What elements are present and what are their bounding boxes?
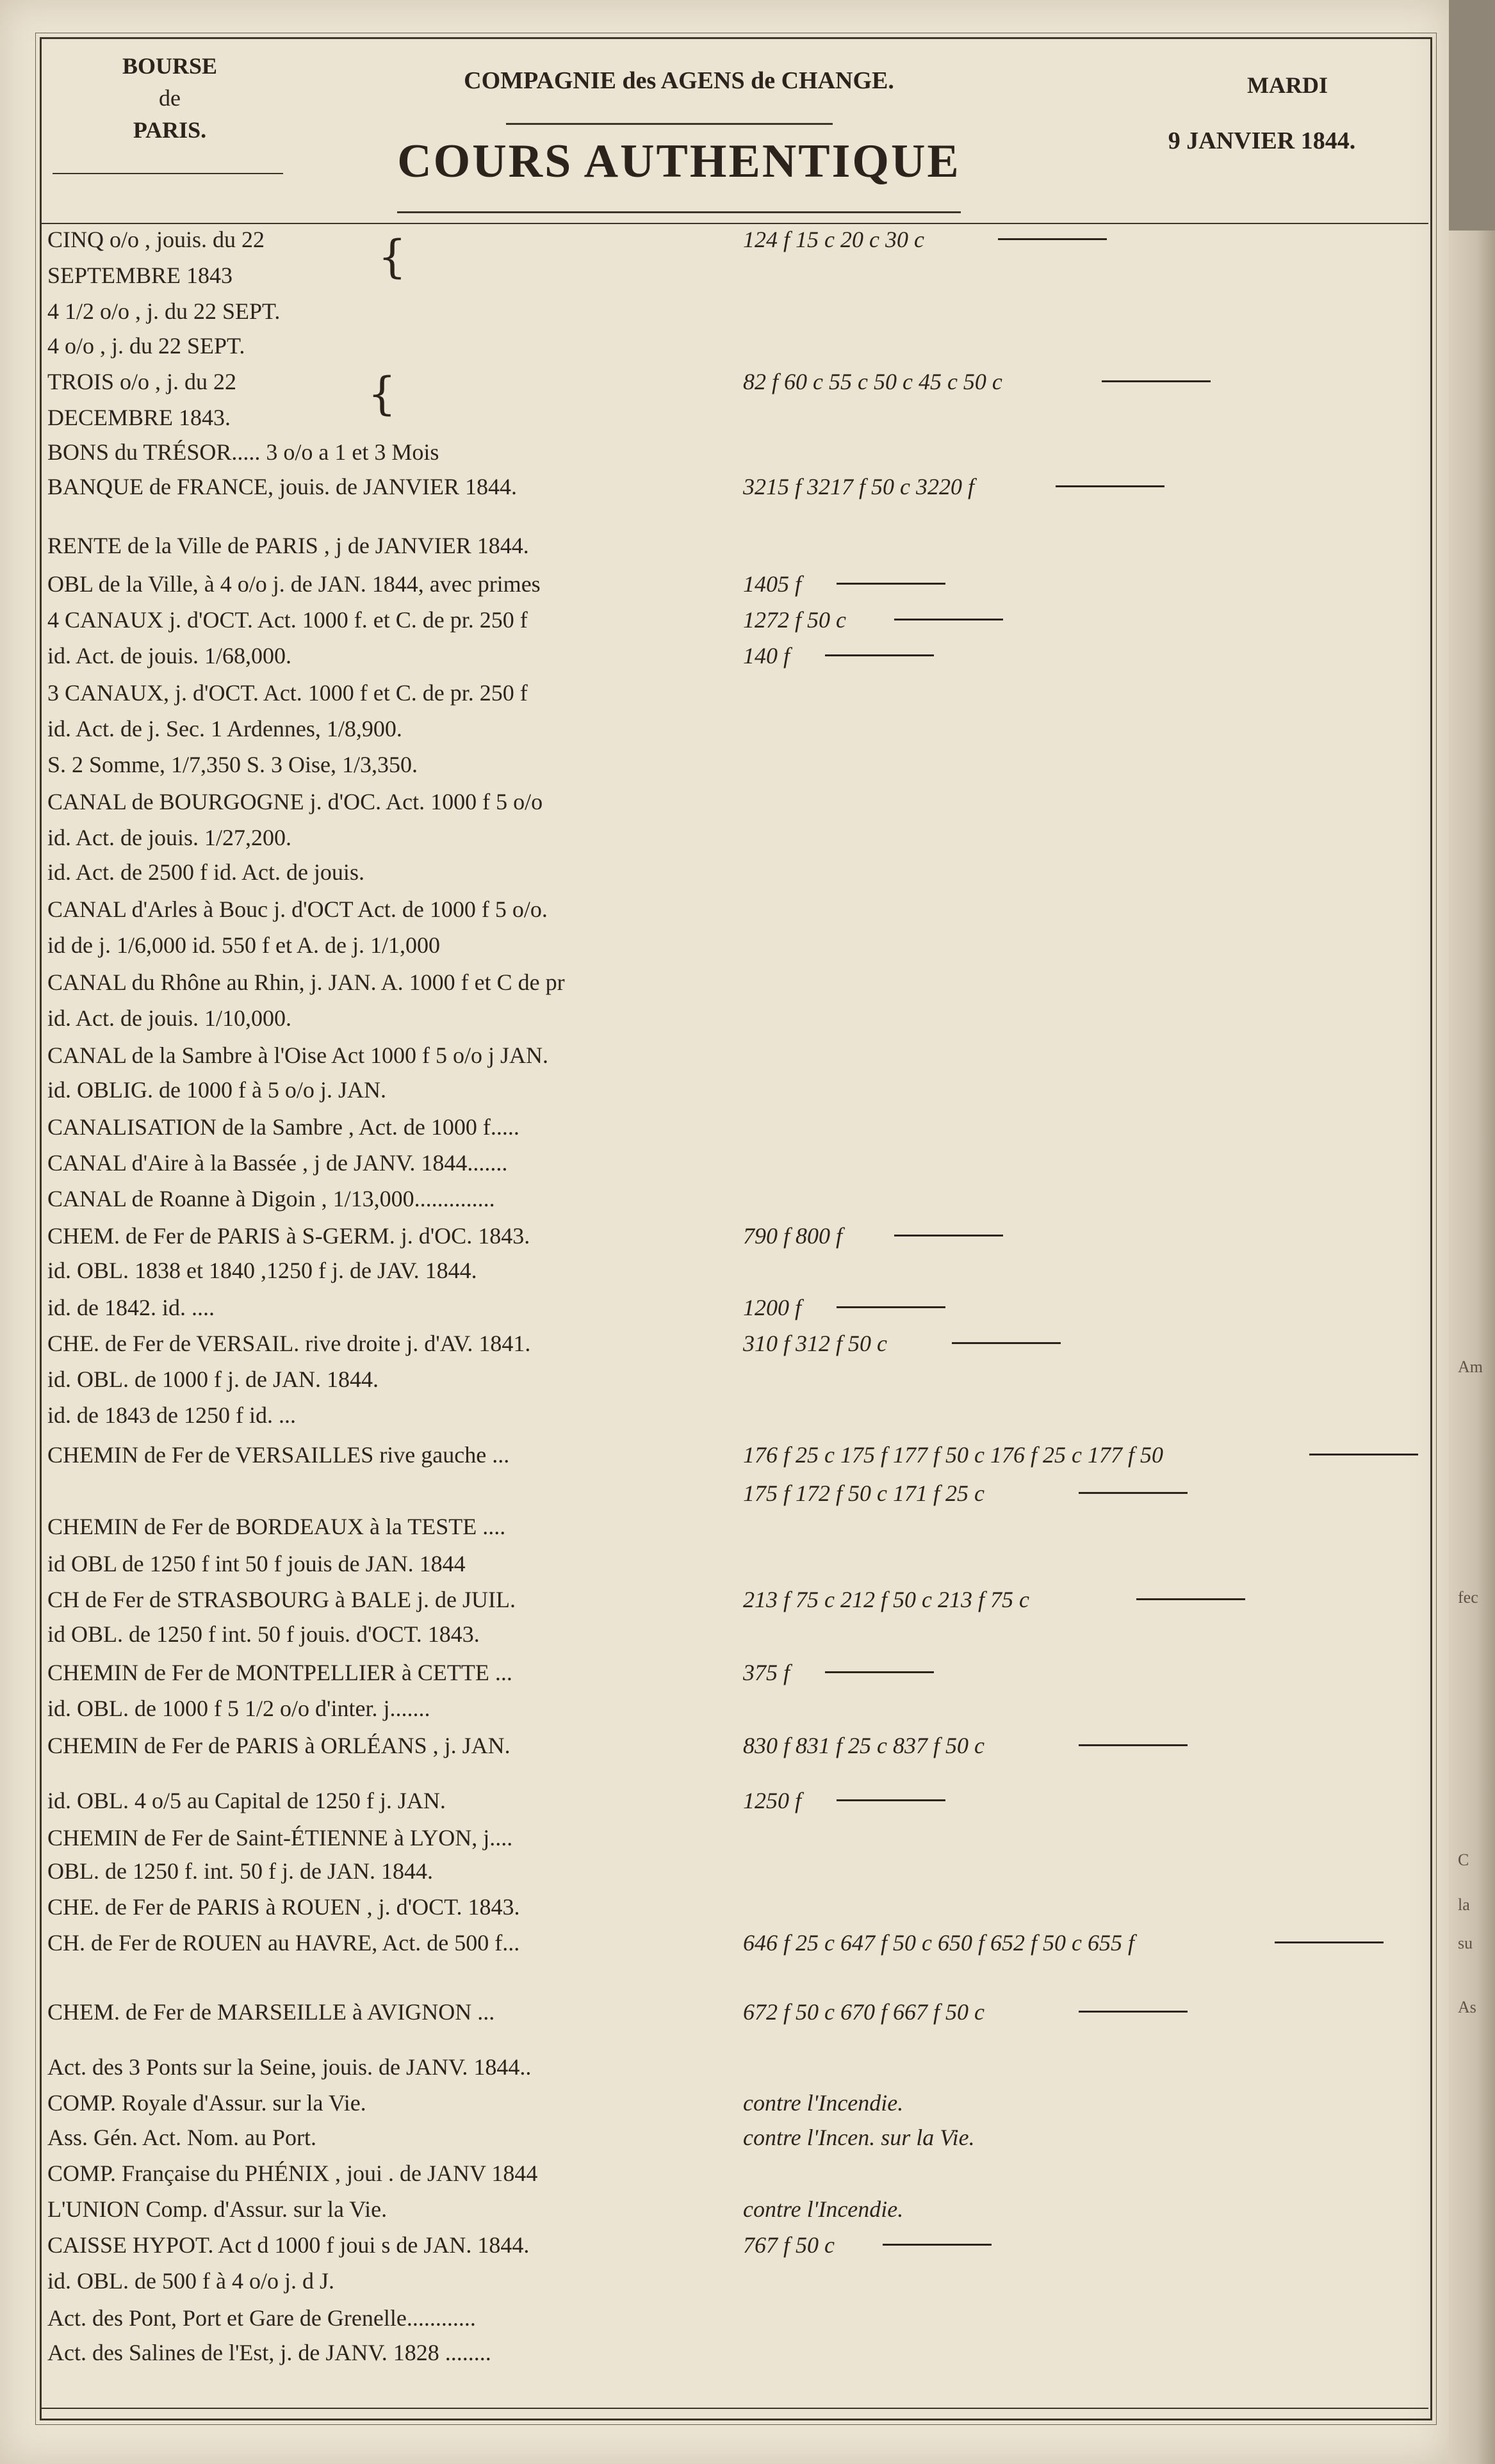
quote-end-rule xyxy=(825,654,934,656)
footer-separator xyxy=(40,2408,1428,2409)
company-name: COMPAGNIE des AGENS de CHANGE. xyxy=(464,67,894,94)
security-name: CH. de Fer de ROUEN au HAVRE, Act. de 500 f... xyxy=(47,1930,520,1956)
page-title: COURS AUTHENTIQUE xyxy=(397,135,961,188)
quote-end-rule xyxy=(1275,1941,1384,1943)
edge-mark-6: As xyxy=(1458,1998,1476,2016)
security-name: id. OBL. de 1000 f j. de JAN. 1844. xyxy=(47,1366,379,1392)
price-quotes: 82 f 60 c 55 c 50 c 45 c 50 c xyxy=(743,369,1002,394)
bourse-label xyxy=(96,50,243,146)
quote-end-rule xyxy=(1136,1598,1245,1600)
security-name: CANAL de BOURGOGNE j. d'OC. Act. 1000 f 5 o/o xyxy=(47,789,543,815)
security-name: CHE. de Fer de PARIS à ROUEN , j. d'OCT. 1843. xyxy=(47,1894,520,1920)
brace-cinq: { xyxy=(378,231,407,283)
quote-end-rule xyxy=(894,1235,1003,1236)
quote-end-rule xyxy=(837,583,945,585)
price-quotes: 3215 f 3217 f 50 c 3220 f xyxy=(743,474,974,499)
security-name: OBL de la Ville, à 4 o/o j. de JAN. 1844, avec primes xyxy=(47,571,541,597)
security-name: id. Act. de jouis. 1/10,000. xyxy=(47,1005,291,1031)
quote-end-rule xyxy=(1102,380,1211,382)
price-quotes: 175 f 172 f 50 c 171 f 25 c xyxy=(743,1480,984,1506)
price-quotes: 830 f 831 f 25 c 837 f 50 c xyxy=(743,1733,984,1758)
security-name: CHEM. de Fer de MARSEILLE à AVIGNON ... xyxy=(47,1999,495,2025)
quote-end-rule xyxy=(998,238,1107,240)
security-name: CH de Fer de STRASBOURG à BALE j. de JUIL. xyxy=(47,1587,516,1612)
security-name: CANAL du Rhône au Rhin, j. JAN. A. 1000 f et C de pr xyxy=(47,969,565,995)
security-name: OBL. de 1250 f. int. 50 f j. de JAN. 1844. xyxy=(47,1858,433,1884)
adjacent-page-edge xyxy=(1449,231,1495,2464)
security-name: 4 1/2 o/o , j. du 22 SEPT. xyxy=(47,298,281,324)
security-name: BONS du TRÉSOR..... 3 o/o a 1 et 3 Mois xyxy=(47,439,439,465)
security-name: COMP. Française du PHÉNIX , joui . de JANV 1844 xyxy=(47,2160,538,2186)
date-label: 9 JANVIER 1844. xyxy=(1168,127,1356,154)
quote-end-rule xyxy=(837,1799,945,1801)
security-name: id. de 1842. id. .... xyxy=(47,1295,215,1320)
edge-mark-1: Am xyxy=(1458,1358,1483,1376)
security-name: CAISSE HYPOT. Act d 1000 f joui s de JAN. 1844. xyxy=(47,2232,530,2258)
security-name: SEPTEMBRE 1843 xyxy=(47,263,233,288)
security-name: id OBL de 1250 f int 50 f jouis de JAN. 1844 xyxy=(47,1551,466,1576)
price-quotes: 1405 f xyxy=(743,571,802,597)
security-name: id. OBLIG. de 1000 f à 5 o/o j. JAN. xyxy=(47,1077,386,1103)
bourse-line-3: PARIS. xyxy=(133,117,207,143)
price-quotes: 140 f xyxy=(743,643,790,669)
edge-mark-2: fec xyxy=(1458,1588,1478,1607)
quote-end-rule xyxy=(1309,1454,1418,1455)
security-name: CHEMIN de Fer de PARIS à ORLÉANS , j. JAN. xyxy=(47,1733,511,1758)
price-quotes: 176 f 25 c 175 f 177 f 50 c 176 f 25 c 177 f 50 xyxy=(743,1442,1163,1468)
security-name: CANAL de Roanne à Digoin , 1/13,000.............. xyxy=(47,1186,495,1212)
brace-trois: { xyxy=(368,368,396,420)
security-name: id de j. 1/6,000 id. 550 f et A. de j. 1/1,000 xyxy=(47,932,440,958)
security-name: Ass. Gén. Act. Nom. au Port. xyxy=(47,2125,316,2150)
quote-end-rule xyxy=(883,2244,992,2246)
price-quotes: 790 f 800 f xyxy=(743,1223,843,1249)
security-name: id. OBL. de 1000 f 5 1/2 o/o d'inter. j....... xyxy=(47,1696,430,1721)
security-name: 4 CANAUX j. d'OCT. Act. 1000 f. et C. de pr. 250 f xyxy=(47,607,528,633)
security-name: id OBL. de 1250 f int. 50 f jouis. d'OCT. 1843. xyxy=(47,1621,480,1647)
security-name: 4 o/o , j. du 22 SEPT. xyxy=(47,333,245,359)
security-name: TROIS o/o , j. du 22 xyxy=(47,369,237,394)
edge-mark-5: su xyxy=(1458,1934,1473,1952)
quote-end-rule xyxy=(837,1306,945,1308)
security-name: id. Act. de 2500 f id. Act. de jouis. xyxy=(47,859,364,885)
quote-end-rule xyxy=(1056,485,1164,487)
security-name: id. OBL. 4 o/5 au Capital de 1250 f j. JAN. xyxy=(47,1788,446,1813)
price-quotes: contre l'Incen. sur la Vie. xyxy=(743,2125,975,2150)
security-name: CHEMIN de Fer de Saint-ÉTIENNE à LYON, j.... xyxy=(47,1825,513,1851)
security-name: id. OBL. 1838 et 1840 ,1250 f j. de JAV. 1844. xyxy=(47,1258,477,1283)
security-name: id. Act. de jouis. 1/68,000. xyxy=(47,643,291,669)
price-quotes: contre l'Incendie. xyxy=(743,2090,904,2116)
quote-end-rule xyxy=(894,619,1003,620)
price-quotes: 767 f 50 c xyxy=(743,2232,835,2258)
price-quotes: 124 f 15 c 20 c 30 c xyxy=(743,227,924,252)
quote-end-rule xyxy=(825,1671,934,1673)
security-name: L'UNION Comp. d'Assur. sur la Vie. xyxy=(47,2196,388,2222)
price-quotes: contre l'Incendie. xyxy=(743,2196,904,2222)
bourse-line-1: BOURSE xyxy=(122,53,218,79)
quote-end-rule xyxy=(952,1342,1061,1344)
price-quotes: 375 f xyxy=(743,1660,790,1685)
security-name: CHE. de Fer de VERSAIL. rive droite j. d'AV. 1841. xyxy=(47,1331,531,1356)
quote-end-rule xyxy=(1079,1744,1188,1746)
security-name: id. OBL. de 500 f à 4 o/o j. d J. xyxy=(47,2268,334,2294)
security-name: CANALISATION de la Sambre , Act. de 1000 f..... xyxy=(47,1114,519,1140)
security-name: Act. des Salines de l'Est, j. de JANV. 1828 ........ xyxy=(47,2340,491,2365)
security-name: BANQUE de FRANCE, jouis. de JANVIER 1844. xyxy=(47,474,517,499)
price-quotes: 646 f 25 c 647 f 50 c 650 f 652 f 50 c 655 f xyxy=(743,1930,1134,1956)
security-name: CANAL d'Arles à Bouc j. d'OCT Act. de 1000 f 5 o/o. xyxy=(47,896,548,922)
security-name: COMP. Royale d'Assur. sur la Vie. xyxy=(47,2090,366,2116)
price-quotes: 1272 f 50 c xyxy=(743,607,846,633)
header-separator xyxy=(40,223,1428,224)
price-quotes: 310 f 312 f 50 c xyxy=(743,1331,887,1356)
day-label: MARDI xyxy=(1247,72,1328,98)
security-name: S. 2 Somme, 1/7,350 S. 3 Oise, 1/3,350. xyxy=(47,752,418,777)
price-quotes: 213 f 75 c 212 f 50 c 213 f 75 c xyxy=(743,1587,1029,1612)
edge-mark-3: C xyxy=(1458,1851,1469,1869)
security-name: Act. des 3 Ponts sur la Seine, jouis. de JANV. 1844.. xyxy=(47,2054,532,2080)
security-name: 3 CANAUX, j. d'OCT. Act. 1000 f et C. de pr. 250 f xyxy=(47,680,528,706)
security-name: id. de 1843 de 1250 f id. ... xyxy=(47,1402,296,1428)
company-rule xyxy=(506,123,833,125)
security-name: CHEMIN de Fer de MONTPELLIER à CETTE ... xyxy=(47,1660,512,1685)
security-name: id. Act. de j. Sec. 1 Ardennes, 1/8,900. xyxy=(47,716,402,742)
security-name: CHEMIN de Fer de VERSAILLES rive gauche ... xyxy=(47,1442,510,1468)
security-name: id. Act. de jouis. 1/27,200. xyxy=(47,825,291,850)
price-quotes: 1250 f xyxy=(743,1788,802,1813)
security-name: CANAL de la Sambre à l'Oise Act 1000 f 5 o/o j JAN. xyxy=(47,1042,549,1068)
edge-mark-4: la xyxy=(1458,1895,1470,1914)
price-quotes: 672 f 50 c 670 f 667 f 50 c xyxy=(743,1999,984,2025)
security-name: DECEMBRE 1843. xyxy=(47,405,231,430)
security-name: Act. des Pont, Port et Gare de Grenelle............ xyxy=(47,2305,476,2331)
security-name: CHEMIN de Fer de BORDEAUX à la TESTE .... xyxy=(47,1514,506,1539)
quote-end-rule xyxy=(1079,1492,1188,1494)
bourse-rule xyxy=(53,173,283,174)
security-name: RENTE de la Ville de PARIS , j de JANVIER 1844. xyxy=(47,533,529,558)
security-name: CINQ o/o , jouis. du 22 xyxy=(47,227,265,252)
price-quotes: 1200 f xyxy=(743,1295,802,1320)
title-rule xyxy=(397,211,961,213)
bourse-line-2: de xyxy=(159,85,181,111)
security-name: CANAL d'Aire à la Bassée , j de JANV. 1844....... xyxy=(47,1150,508,1176)
quote-end-rule xyxy=(1079,2011,1188,2013)
security-name: CHEM. de Fer de PARIS à S-GERM. j. d'OC. 1843. xyxy=(47,1223,530,1249)
